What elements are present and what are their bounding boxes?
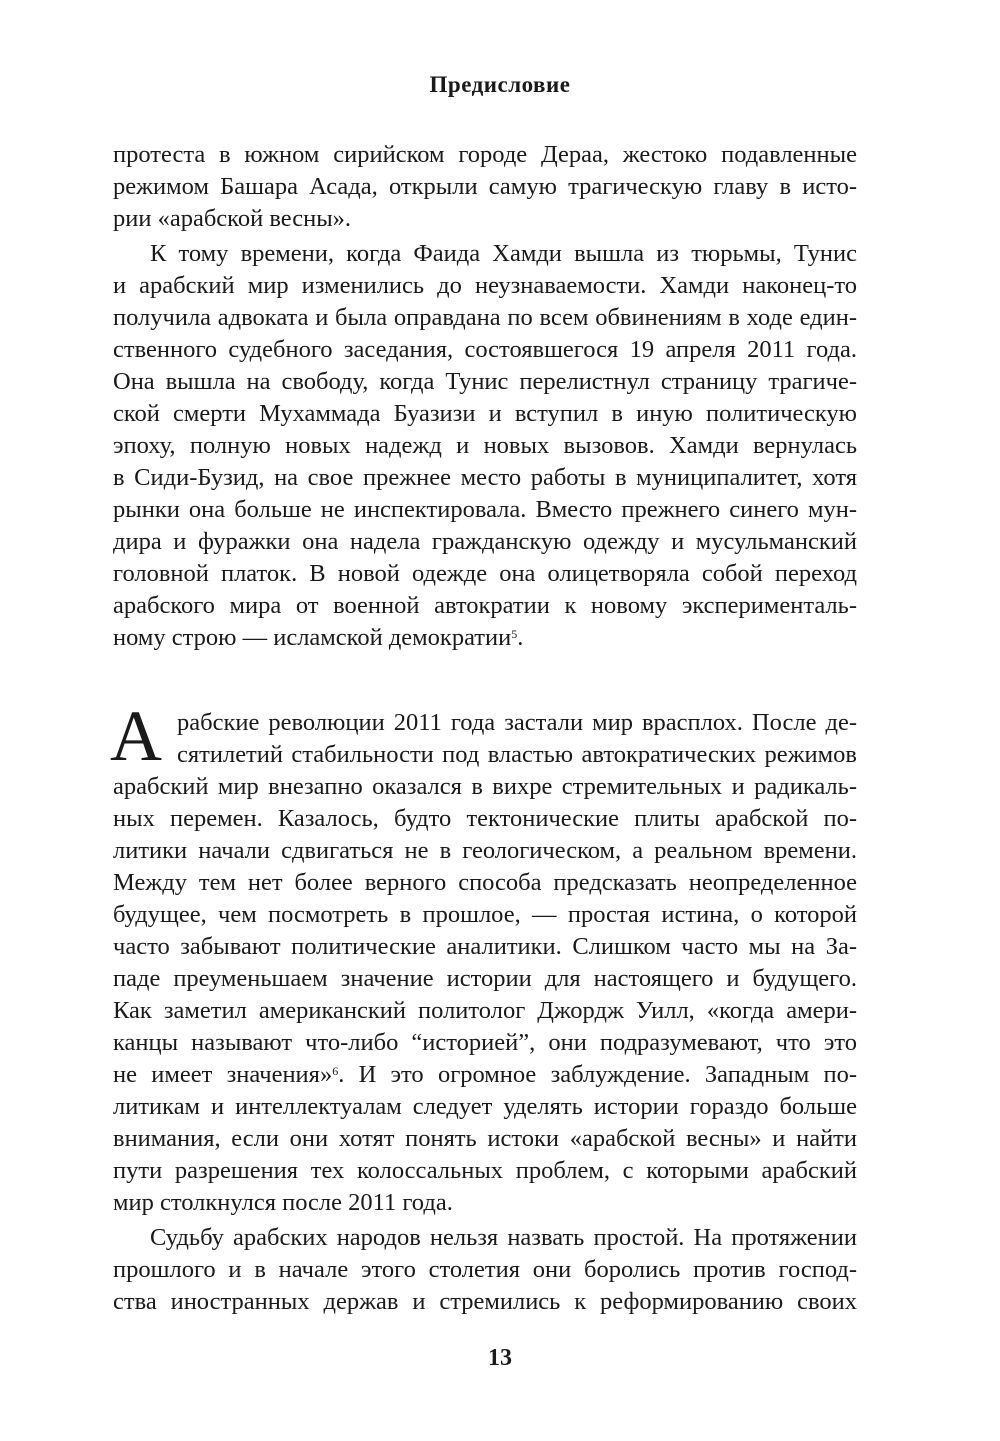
body-line: Она вышла на свободу, когда Тунис перелистнул страницу трагиче- xyxy=(113,368,857,395)
body-line: и арабский мир изменились до неузнаваемости. Хамди наконец-то xyxy=(113,272,857,299)
body-line: мир столкнулся после 2011 года. xyxy=(113,1189,453,1216)
body-line: Как заметил американский политолог Джордж Уилл, «когда амери- xyxy=(113,997,857,1024)
body-line: режимом Башара Асада, открыли самую трагическую главу в исто- xyxy=(113,173,857,200)
body-text: не имеет значения» xyxy=(113,1061,333,1088)
body-text: . И это огромное заблуждение. Западным по- xyxy=(338,1061,857,1088)
body-line: сятилетий стабильности под властью автократических режимов xyxy=(177,741,857,768)
body-line: протеста в южном сирийском городе Дераа, жестоко подавленные xyxy=(113,141,857,168)
body-line: арабского мира от военной автократии к новому эксперименталь- xyxy=(113,592,857,619)
footnote-ref[interactable]: 5 xyxy=(511,627,518,641)
body-line xyxy=(113,622,857,654)
body-line: литикам и интеллектуалам следует уделять истории гораздо больше xyxy=(113,1093,857,1120)
body-line: рии «арабской весны». xyxy=(113,205,352,232)
drop-cap: А xyxy=(110,696,162,776)
body-line: ства иностранных держав и стремились к реформированию своих xyxy=(113,1288,857,1315)
body-line: К тому времени, когда Фаида Хамди вышла из тюрьмы, Тунис xyxy=(150,240,857,267)
page-number: 13 xyxy=(488,1345,512,1371)
body-line: ственного судебного заседания, состоявшегося 19 апреля 2011 года. xyxy=(113,336,857,363)
body-line: часто забывают политические аналитики. Слишком часто мы на За- xyxy=(113,933,857,960)
body-line: внимания, если они хотят понять истоки «арабской весны» и найти xyxy=(113,1125,857,1152)
body-line: Судьбу арабских народов нельзя назвать простой. На протяжении xyxy=(150,1224,857,1251)
body-line: литики начали сдвигаться не в геологическом, а реальном времени. xyxy=(113,837,857,864)
body-line: в Сиди-Бузид, на свое прежнее место работы в муниципалитет, хотя xyxy=(113,464,857,491)
body-text: . xyxy=(517,624,524,651)
body-line: получила адвоката и была оправдана по всем обвинениям в ходе един- xyxy=(113,304,857,331)
body-line: арабский мир внезапно оказался в вихре стремительных и радикаль- xyxy=(113,773,857,800)
body-text: ному строю — исламской демократии xyxy=(113,624,512,651)
body-line: будущее, чем посмотреть в прошлое, — простая истина, о которой xyxy=(113,901,857,928)
body-line: канцы называют что-либо “историей”, они подразумевают, что это xyxy=(113,1029,857,1056)
body-line: рынки она больше не инспектировала. Вместо прежнего синего мун- xyxy=(113,496,857,523)
body-line: паде преуменьшаем значение истории для настоящего и будущего. xyxy=(113,965,857,992)
body-line: пути разрешения тех колоссальных проблем, с которыми арабский xyxy=(113,1157,857,1184)
body-line: рабские революции 2011 года застали мир врасплох. После де- xyxy=(177,709,857,736)
footnote-ref[interactable]: 6 xyxy=(332,1064,339,1078)
body-line: прошлого и в начале этого столетия они боролись против господ- xyxy=(113,1256,857,1283)
body-line xyxy=(113,1059,857,1091)
body-line: Между тем нет более верного способа предсказать неопределенное xyxy=(113,869,857,896)
body-line: эпоху, полную новых надежд и новых вызовов. Хамди вернулась xyxy=(113,432,857,459)
body-line: ных перемен. Казалось, будто тектонические плиты арабской по- xyxy=(113,805,857,832)
running-header: Предисловие xyxy=(429,72,571,97)
body-line: ской смерти Мухаммада Буазизи и вступил в иную политическую xyxy=(113,400,857,427)
body-line: дира и фуражки она надела гражданскую одежду и мусульманский xyxy=(113,528,857,555)
body-line: головной платок. В новой одежде она олицетворяла собой переход xyxy=(113,560,857,587)
